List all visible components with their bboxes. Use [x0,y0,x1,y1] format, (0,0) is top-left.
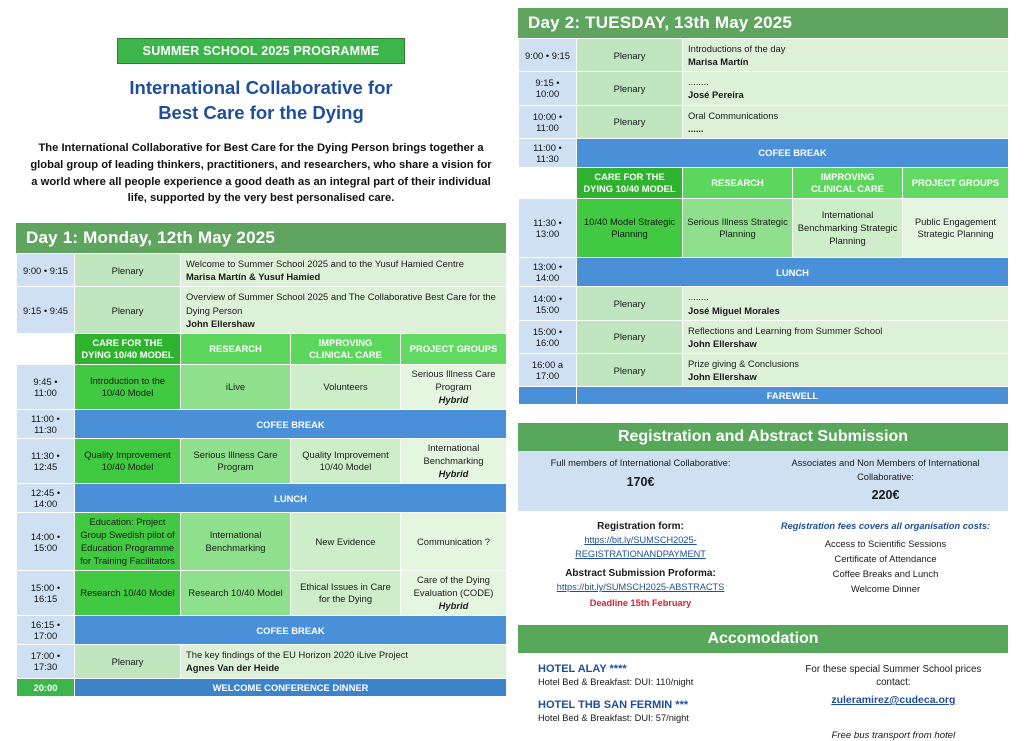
row-time: 16:15 • 17:00 [17,616,75,645]
session-cell [291,365,401,410]
lunch-row [17,484,507,513]
table-row [17,365,507,410]
accommodation-title: Accomodation [518,625,1008,653]
session-cell [181,571,291,616]
session-text: Education: Project Group Swedish pilot of Education Programme for Training Facilitators [80,516,175,566]
session-text: Communication ? [417,535,490,547]
session-note: Hybrid [438,599,469,611]
spacer-cell [519,387,577,405]
track-header-research: RESEARCH [181,333,291,364]
right-column [518,0,1008,741]
fee-members-value: 170€ [626,474,655,489]
lunch-label: LUNCH [577,258,1009,287]
programme-banner: SUMMER SCHOOL 2025 PROGRAMME [117,38,405,64]
row-description [181,645,507,678]
list-item: Certificate of Attendance [834,553,937,565]
row-kind: Plenary [577,354,683,387]
row-kind: Plenary [75,645,181,678]
spacer-cell [17,333,75,364]
table-row [519,320,1009,353]
session-cell [401,571,507,616]
welcome-dinner-label: WELCOME CONFERENCE DINNER [75,678,507,696]
day2-title: Day 2: TUESDAY, 13th May 2025 [518,8,1008,38]
session-text: Public Engagement Strategic Planning [914,215,997,240]
row-time: 14:00 • 15:00 [17,513,75,571]
hotel-rate: Hotel Bed & Breakfast: DUI: 57/night [538,712,689,723]
session-cell [75,365,181,410]
registration-form-label: Registration form: [597,521,684,533]
session-text: Serious Illness Care Program [193,448,278,473]
registration-title: Registration and Abstract Submission [518,423,1008,451]
bus-transport-note: Free bus transport from hotel [831,730,956,741]
row-desc-line1: Oral Communications [688,109,779,121]
fee-nonmembers [763,451,1008,511]
row-time: 11:00 • 11:30 [519,138,577,167]
session-note: Hybrid [438,467,469,479]
lunch-row [519,258,1009,287]
row-time: 10:00 • 11:00 [519,105,577,138]
list-item: Coffee Breaks and Lunch [832,568,939,580]
row-desc-line2: Marisa Martín [688,56,749,68]
hotel-name: HOTEL THB SAN FERMIN *** [538,698,689,711]
list-item: Access to Scientific Sessions [824,538,947,550]
list-item: Welcome Dinner [850,583,921,595]
track-header-projects: PROJECT GROUPS [401,333,507,364]
farewell-label: FAREWELL [577,387,1009,405]
row-time: 15:00 • 16:15 [17,571,75,616]
table-row [17,254,507,287]
row-desc-line2: John Ellershaw [688,337,757,349]
session-note: Hybrid [438,393,469,405]
session-text: Quality Improvement 10/40 Model [84,448,171,473]
accommodation-note-line2: contact: [876,677,911,689]
row-kind: Plenary [577,39,683,72]
row-time: 9:15 • 10:00 [519,72,577,105]
row-time: 9:00 • 9:15 [17,254,75,287]
session-text: iLive [225,381,246,393]
covers-title: Registration fees covers all organisation costs: [780,521,991,532]
row-desc-line1: Reflections and Learning from Summer School [688,324,883,336]
row-desc-line1: Prize giving & Conclusions [688,358,799,370]
fee-nonmembers-label: Associates and Non Members of International Collaborative: [791,458,980,482]
row-time: 11:30 • 12:45 [17,439,75,484]
session-text: Serious Illness Care Program [411,368,496,393]
row-kind: Plenary [577,105,683,138]
row-description [683,39,1009,72]
fee-members-label: Full members of International Collaborative: [550,458,731,469]
row-kind: Plenary [577,320,683,353]
row-desc-line2: Agnes Van der Heide [186,662,280,674]
table-row [519,72,1009,105]
registration-covers [763,519,1008,610]
session-text: New Evidence [315,535,376,547]
row-time: 16:00 a 17:00 [519,354,577,387]
day1-title: Day 1: Monday, 12th May 2025 [16,223,506,253]
row-description [181,287,507,333]
row-desc-line2: José Miguel Morales [688,304,780,316]
row-time: 9:45 • 11:00 [17,365,75,410]
row-time: 9:00 • 9:15 [519,39,577,72]
session-cell [181,439,291,484]
row-desc-line1: Introductions of the day [688,43,786,54]
session-cell [793,199,903,258]
row-desc-line2: Marisa Martín & Yusuf Hamied [186,271,321,283]
lunch-label: LUNCH [75,484,507,513]
table-row [17,513,507,571]
row-time: 12:45 • 14:00 [17,484,75,513]
session-cell [577,199,683,258]
spacer-cell [519,167,577,198]
coffee-break-label: COFEE BREAK [577,138,1009,167]
session-text: International Benchmarking Strategic Planning [797,209,898,246]
abstract-deadline: Deadline 15th February [589,597,692,608]
coffee-break-label: COFEE BREAK [75,616,507,645]
row-description [683,72,1009,105]
session-cell [903,199,1009,258]
session-cell [291,513,401,571]
row-kind: Plenary [75,287,181,333]
session-cell [75,439,181,484]
row-time: 11:30 • 13:00 [519,199,577,258]
session-text: Research 10/40 Model [188,586,283,598]
row-desc-line2: John Ellershaw [186,317,255,329]
abstract-proforma-label: Abstract Submission Proforma: [565,568,716,580]
registration-fees [518,451,1008,511]
table-row [519,199,1009,258]
registration-links [518,519,763,610]
row-kind: Plenary [577,72,683,105]
page-title-line2: Best Care for the Dying [158,101,364,123]
session-cell [75,571,181,616]
row-time: 11:00 • 11:30 [17,410,75,439]
session-cell [401,365,507,410]
abstract-proforma-link[interactable]: https://bit.ly/SUMSCH2025-ABSTRACTS [556,582,725,593]
registration-details [518,519,1008,610]
session-cell [181,513,291,571]
row-desc-line2: ...... [688,122,704,134]
session-text: Care of the Dying Evaluation (CODE) [413,574,494,598]
accommodation-body [518,663,1008,741]
row-desc-line1: The key findings of the EU Horizon 2020 iLive Project [186,649,408,661]
row-desc-line1: ........ [688,291,709,303]
track-header-row [519,167,1009,198]
row-time: 9:15 • 9:45 [17,287,75,333]
hotel-rate: Hotel Bed & Breakfast: DUI: 110/night [538,676,694,687]
session-cell [401,439,507,484]
session-text: Quality Improvement 10/40 Model [302,448,389,473]
row-kind: Plenary [577,287,683,320]
intro-paragraph: The International Collaborative for Best Care for the Dying Person brings together a global group of leading thinkers, practitioners, and researchers, who share a vision for a world where all people experience a good death as an integral part of their individual life, supported by the very best personalised care. [30,141,492,205]
track-header-clinical: IMPROVING CLINICAL CARE [793,167,903,198]
row-description [683,105,1009,138]
track-header-row [17,333,507,364]
fee-nonmembers-value: 220€ [871,488,900,503]
row-time: 20:00 [17,678,75,696]
session-text: International Benchmarking [205,529,266,553]
row-time: 15:00 • 16:00 [519,320,577,353]
registration-form-link-2[interactable]: REGISTRATIONANDPAYMENT [575,549,706,560]
session-cell [401,513,507,571]
left-column [16,0,506,697]
row-time: 13:00 • 14:00 [519,258,577,287]
row-time: 14:00 • 15:00 [519,287,577,320]
table-row [17,645,507,678]
session-text: 10/40 Model Strategic Planning [583,215,676,240]
session-text: Introduction to the 10/40 Model [89,374,166,399]
accommodation-email-link[interactable]: zuleramirez@cudeca.org [831,694,956,707]
row-description [683,354,1009,387]
page-title [16,76,506,126]
registration-form-link[interactable]: https://bit.ly/SUMSCH2025- [584,535,697,546]
session-cell [291,571,401,616]
row-time: 17:00 • 17:30 [17,645,75,678]
table-row [519,105,1009,138]
day2-table [518,38,1009,405]
day1-table [16,253,507,696]
hotel-name: HOTEL ALAY **** [538,662,627,675]
session-text: Ethical Issues in Care for the Dying [300,580,391,605]
row-desc-line2: José Pereira [688,89,744,101]
track-header-research: RESEARCH [683,167,793,198]
row-description [683,320,1009,353]
row-kind: Plenary [75,254,181,287]
fee-members [518,451,763,511]
session-text: Volunteers [323,381,368,393]
coffee-break-label: COFEE BREAK [75,410,507,439]
session-cell [181,365,291,410]
row-description [181,254,507,287]
table-row [519,287,1009,320]
track-header-care: CARE FOR THE DYING 10/40 MODEL [75,333,181,364]
accommodation-contact [779,663,1008,741]
break-row [519,138,1009,167]
track-header-clinical: IMPROVING CLINICAL CARE [291,333,401,364]
row-description [683,287,1009,320]
row-desc-line1: Welcome to Summer School 2025 and to the Yusuf Hamied Centre [186,258,464,270]
table-row [519,39,1009,72]
farewell-row [519,387,1009,405]
session-text: International Benchmarking [423,442,484,467]
row-desc-line1: Overview of Summer School 2025 and The Collaborative Best Care for the Dying Person [186,291,496,316]
table-row [519,354,1009,387]
session-text: Research 10/40 Model [80,586,175,598]
page-title-line1: International Collaborative for [129,77,393,98]
table-row [17,287,507,333]
track-header-projects: PROJECT GROUPS [903,167,1009,198]
dinner-row [17,678,507,696]
track-header-care: CARE FOR THE DYING 10/40 MODEL [577,167,683,198]
session-cell [75,513,181,571]
hotel-list [518,663,779,741]
session-cell [683,199,793,258]
session-cell [291,439,401,484]
accommodation-note-line1: For these special Summer School prices [805,663,982,675]
break-row [17,410,507,439]
table-row [17,571,507,616]
break-row [17,616,507,645]
row-desc-line2: John Ellershaw [688,371,757,383]
session-text: Serious Illness Strategic Planning [687,215,788,240]
table-row [17,439,507,484]
row-desc-line1: ........ [688,76,709,88]
